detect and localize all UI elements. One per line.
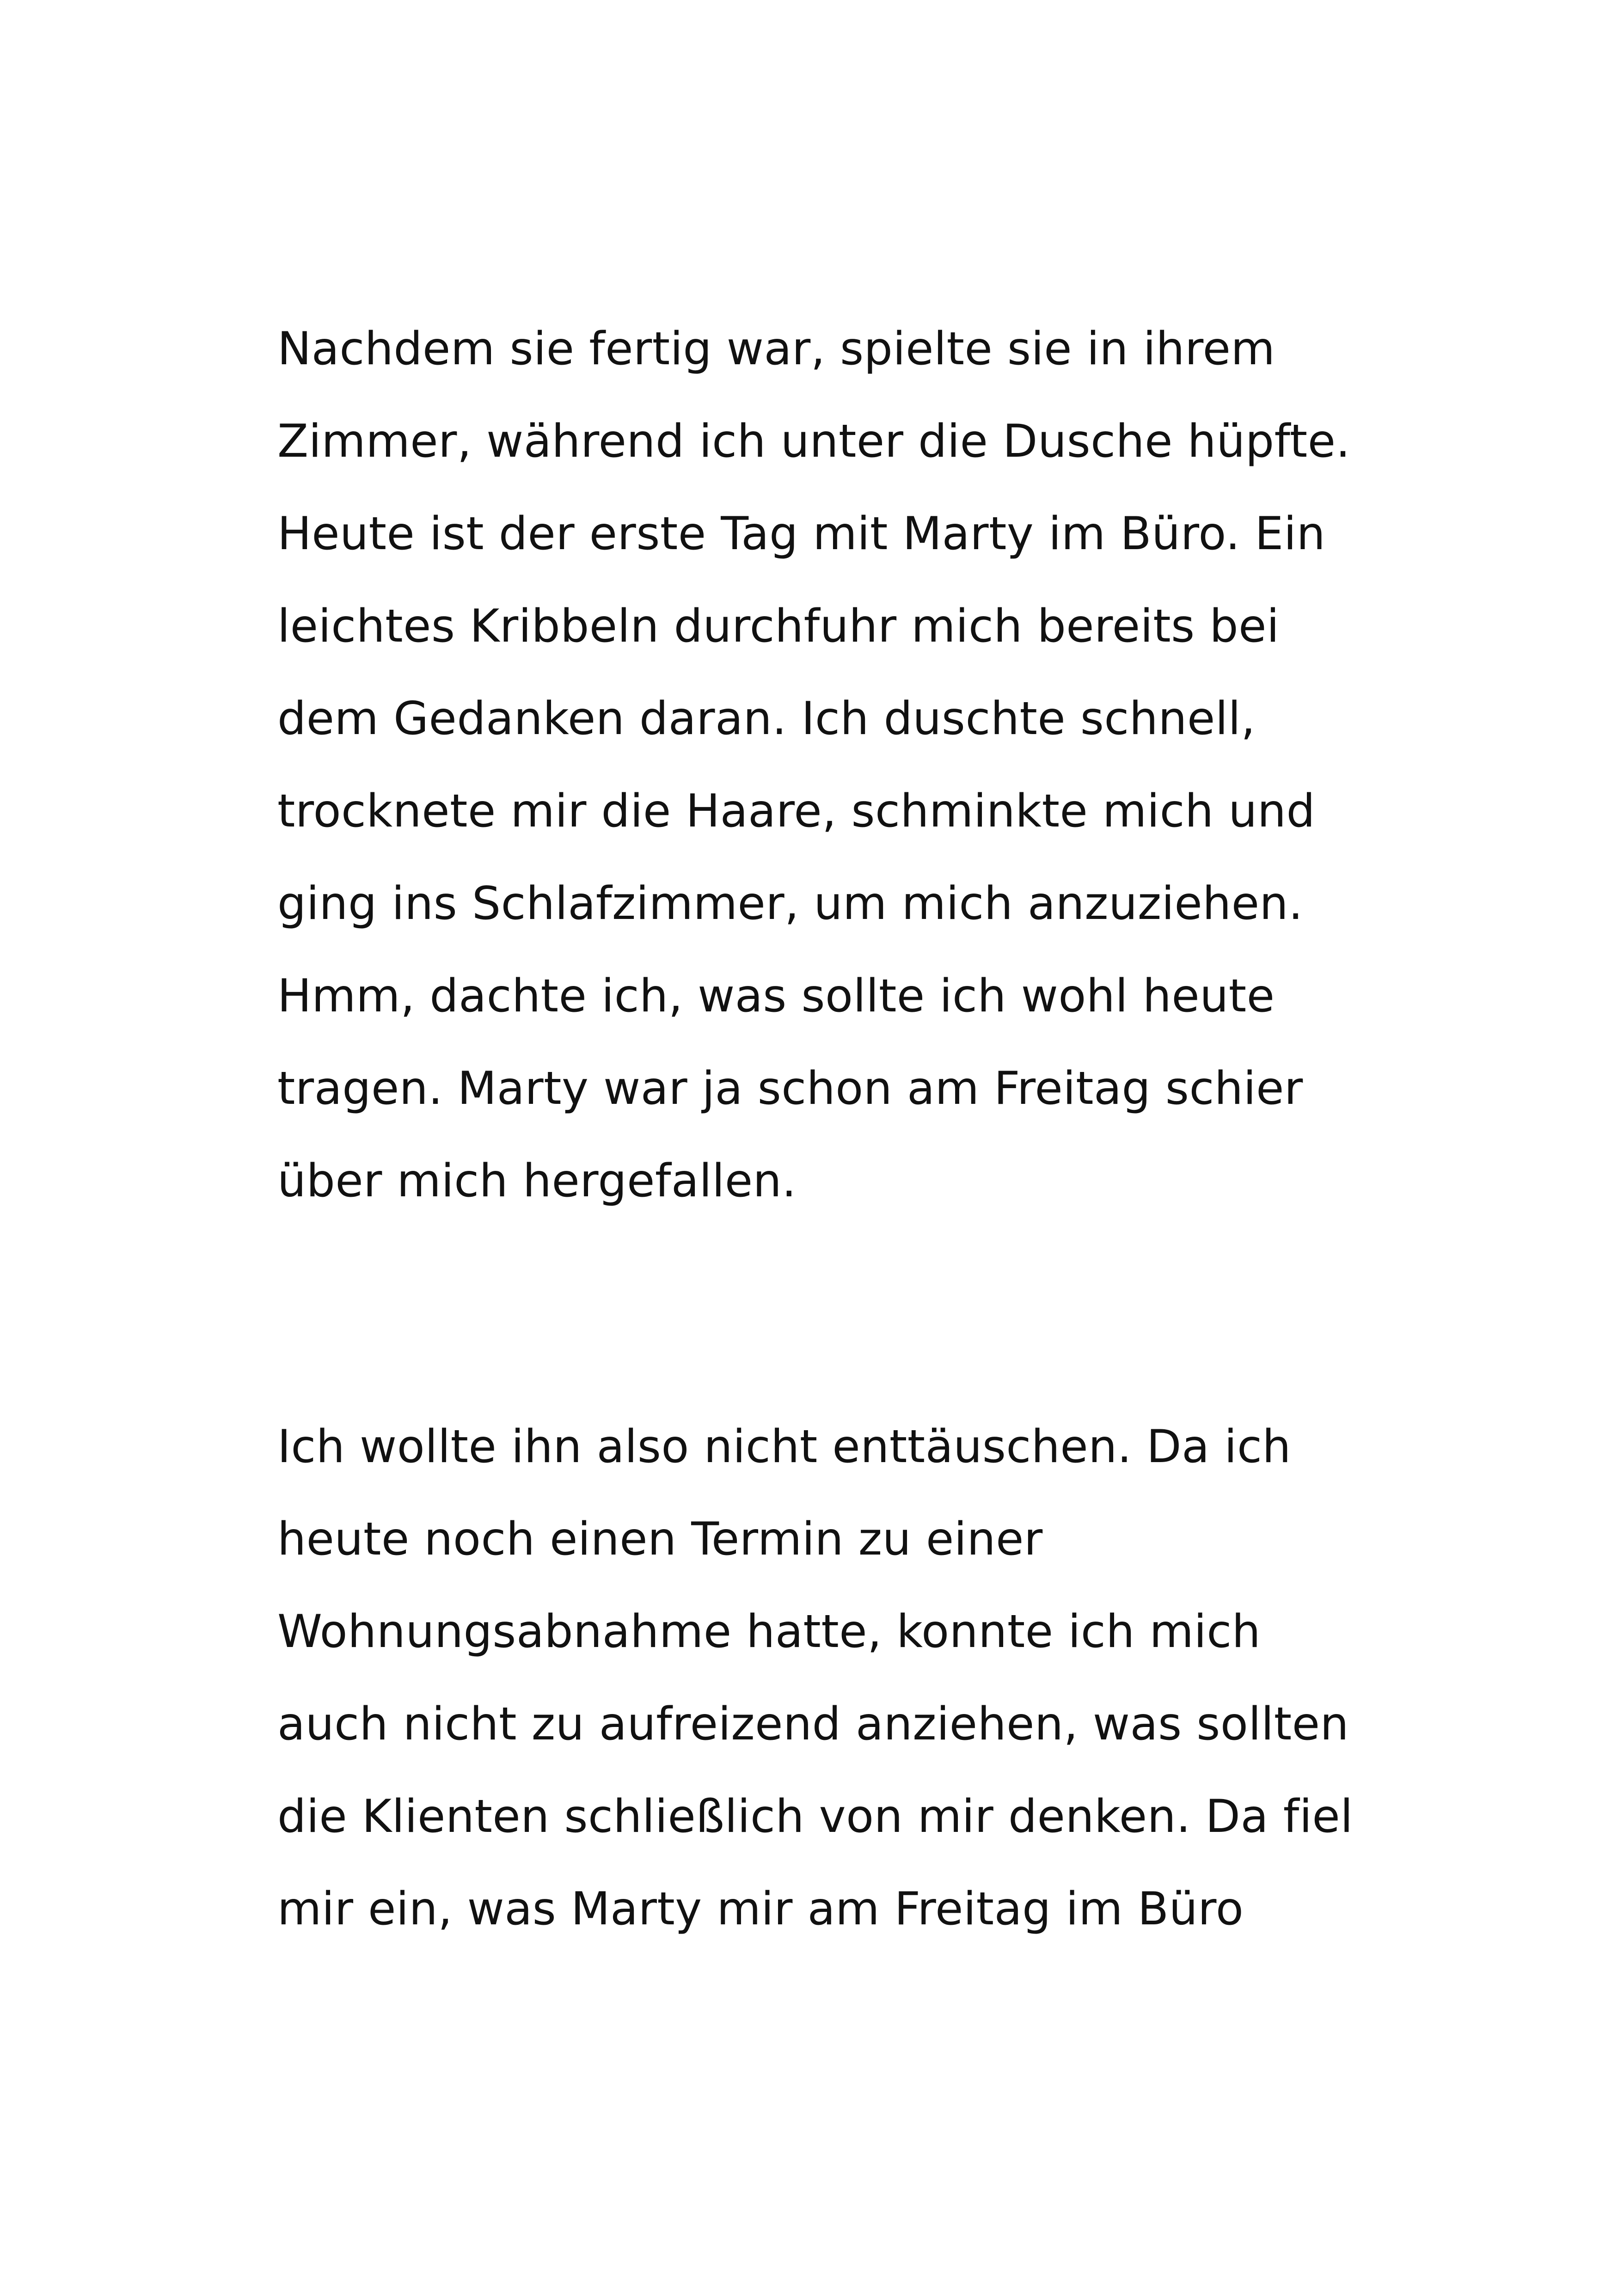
text-line: Nachdem sie fertig war, spielte sie in ihrem — [277, 323, 1275, 375]
paragraph-1 — [277, 303, 1572, 1227]
text-line: Hmm, dachte ich, was sollte ich wohl heute — [277, 970, 1275, 1022]
text-line: tragen. Marty war ja schon am Freitag schier — [277, 1062, 1303, 1115]
text-line: Zimmer, während ich unter die Dusche hüpfte. — [277, 415, 1351, 468]
text-line: über mich hergefallen. — [277, 1155, 797, 1207]
text-line: auch nicht zu aufreizend anziehen, was sollten — [277, 1698, 1349, 1751]
text-line: Ich wollte ihn also nicht enttäuschen. Da ich — [277, 1420, 1291, 1473]
text-line: heute noch einen Termin zu einer — [277, 1513, 1043, 1566]
text-line: Heute ist der erste Tag mit Marty im Büro. Ein — [277, 508, 1326, 560]
text-line: ging ins Schlafzimmer, um mich anzuziehen. — [277, 877, 1303, 930]
text-line: trocknete mir die Haare, schminkte mich und — [277, 785, 1316, 838]
text-line: Wohnungsabnahme hatte, konnte ich mich — [277, 1605, 1261, 1658]
text-line: mir ein, was Marty mir am Freitag im Büro — [277, 1883, 1244, 1935]
text-line: dem Gedanken daran. Ich duschte schnell, — [277, 692, 1256, 745]
text-line: leichtes Kribbeln durchfuhr mich bereits bei — [277, 600, 1280, 653]
paragraph-2 — [277, 1401, 1572, 1955]
text-line: die Klienten schließlich von mir denken. Da fiel — [277, 1790, 1353, 1843]
